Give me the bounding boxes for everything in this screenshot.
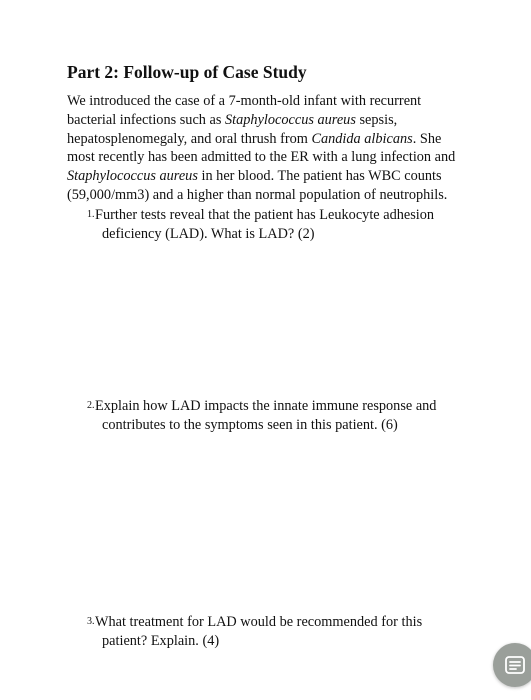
intro-line: (59,000/mm3) and a higher than normal population of neutrophils. [67,186,448,203]
intro-line: hepatosplenomegaly, and oral thrush from Candida albicans. She [67,130,442,147]
question-number: 2. [87,400,95,411]
text-lines-icon [503,653,527,677]
intro-line: Staphylococcus aureus in her blood. The patient has WBC counts [67,168,442,185]
intro-line: most recently has been admitted to the ER with a lung infection and [67,149,456,166]
organism-name: Staphylococcus aureus [225,111,356,128]
question-2 [87,397,436,435]
case-intro-paragraph [67,92,517,205]
question-text: Explain how LAD impacts the innate immune response and [95,398,437,414]
question-1 [87,206,434,244]
question-text: Further tests reveal that the patient has Leukocyte adhesion [95,207,435,223]
page-title: Part 2: Follow-up of Case Study [67,62,307,82]
question-text: patient? Explain. (4) [102,632,220,649]
question-text: deficiency (LAD). What is LAD? (2) [102,225,315,242]
floating-action-button[interactable] [493,643,531,687]
question-3 [87,613,422,651]
intro-line: bacterial infections such as Staphylococcus aureus sepsis, [67,111,398,128]
organism-name: Staphylococcus aureus [67,168,198,185]
question-number: 1. [87,209,95,220]
intro-line: We introduced the case of a 7-month-old infant with recurrent [67,93,422,109]
organism-name: Candida albicans [311,130,413,147]
question-text: contributes to the symptoms seen in this patient. (6) [102,416,398,433]
question-number: 3. [87,616,95,627]
question-text: What treatment for LAD would be recommended for this [95,614,423,630]
